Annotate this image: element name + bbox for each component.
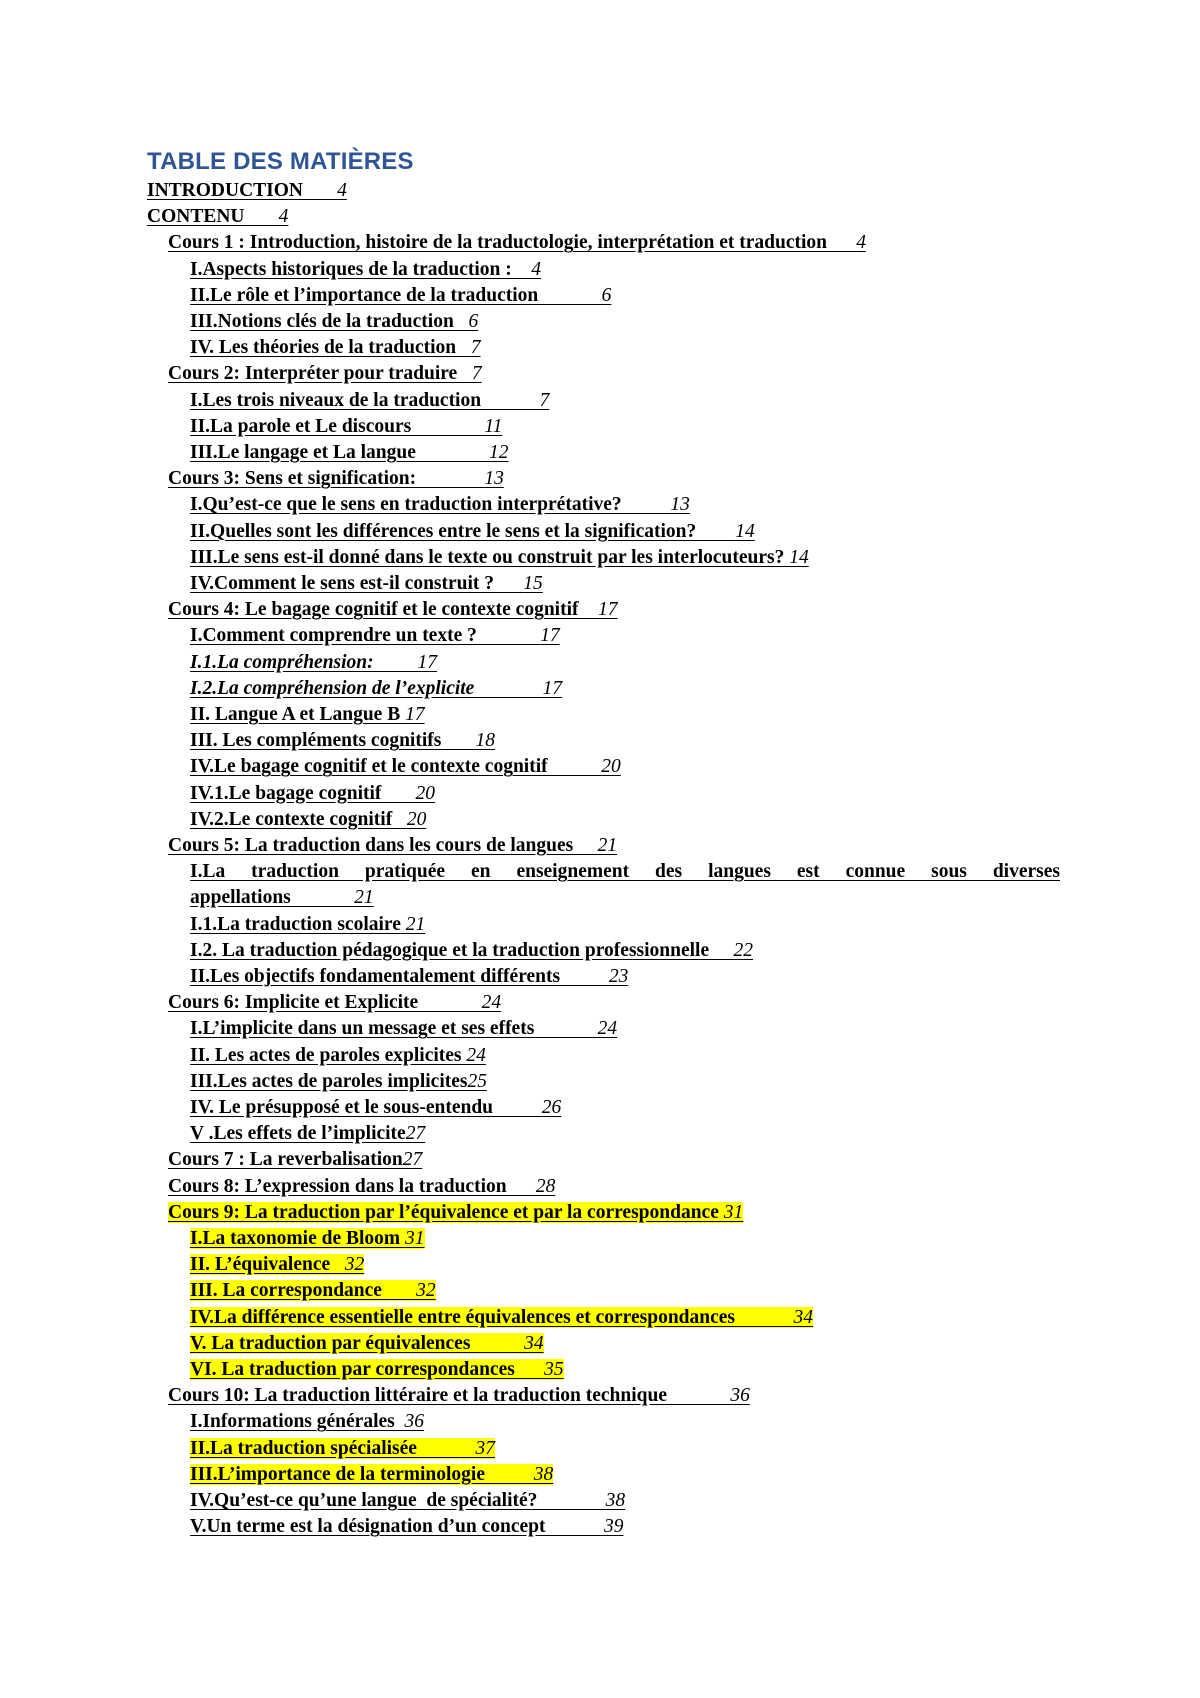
toc-entry-text bbox=[190, 1307, 813, 1328]
toc-entry-label: Cours 2: Interpréter pour traduire bbox=[168, 363, 472, 385]
toc-entry[interactable] bbox=[168, 990, 501, 1016]
toc-entry-label: I.Les trois niveaux de la traduction bbox=[190, 389, 540, 411]
toc-entry-page-number: 7 bbox=[470, 337, 481, 359]
toc-entry-text bbox=[190, 1045, 486, 1066]
toc-entry-text bbox=[190, 1490, 625, 1511]
toc-entry-text bbox=[190, 652, 437, 673]
toc-entry-label: IV. Les théories de la traduction bbox=[190, 337, 471, 359]
toc-entry-text bbox=[168, 835, 617, 856]
toc-entry-page-number: 24 bbox=[466, 1044, 486, 1066]
toc-entry[interactable] bbox=[168, 1383, 750, 1409]
toc-entry-label: Cours 6: Implicite et Explicite bbox=[168, 992, 482, 1014]
toc-entry-page-number: 20 bbox=[415, 782, 436, 804]
toc-entry-page-number: 27 bbox=[402, 1149, 423, 1171]
toc-entry-label: IV.Le bagage cognitif et le contexte cognitif bbox=[190, 756, 602, 778]
toc-entry-page-number: 4 bbox=[337, 180, 347, 201]
toc-entry-label: III. La correspondance bbox=[190, 1280, 417, 1302]
toc-entry-label: I.Aspects historiques de la traduction : bbox=[190, 258, 532, 280]
toc-entry-label: II. L’équivalence bbox=[190, 1254, 345, 1276]
toc-entry-page-number: 11 bbox=[484, 415, 503, 437]
toc-entry-text bbox=[190, 390, 549, 411]
toc-entry-text bbox=[190, 1228, 425, 1249]
toc-entry[interactable] bbox=[190, 1016, 617, 1042]
toc-entry[interactable] bbox=[190, 1252, 364, 1278]
toc-entry[interactable] bbox=[147, 204, 288, 230]
toc-entry[interactable] bbox=[190, 1436, 495, 1462]
toc-entry-label: Cours 5: La traduction dans les cours de langues bbox=[168, 835, 598, 856]
toc-entry-text bbox=[190, 730, 495, 751]
toc-entry-page-number: 32 bbox=[416, 1280, 436, 1302]
toc-entry-label: CONTENU bbox=[147, 206, 279, 228]
toc-entry-text bbox=[168, 468, 504, 489]
toc-entry-page-number: 34 bbox=[793, 1306, 814, 1328]
toc-entry[interactable] bbox=[190, 571, 543, 597]
toc-entry-text bbox=[190, 259, 541, 280]
toc-entry-text bbox=[168, 1385, 750, 1406]
toc-entry[interactable] bbox=[190, 414, 502, 440]
toc-entry[interactable] bbox=[190, 728, 495, 754]
toc-entry-page-number: 15 bbox=[523, 573, 543, 594]
toc-entry-page-number: 36 bbox=[404, 1411, 424, 1433]
toc-entry-label: III.Notions clés de la traduction bbox=[190, 311, 469, 332]
toc-entry-text bbox=[147, 206, 288, 227]
toc-entry-label: V .Les effets de l’implicite bbox=[190, 1123, 406, 1145]
toc-entry[interactable] bbox=[190, 781, 435, 807]
toc-entry-page-number: 34 bbox=[524, 1332, 544, 1354]
toc-entry-text-continued bbox=[190, 885, 1060, 911]
toc-entry-text bbox=[168, 1202, 743, 1223]
toc-entry-page-number: 20 bbox=[601, 756, 621, 778]
toc-entry-label: IV. Le présupposé et le sous-entendu bbox=[190, 1097, 542, 1118]
toc-entry-page-number: 17 bbox=[598, 599, 618, 621]
toc-entry-page-number: 38 bbox=[605, 1490, 626, 1511]
toc-entry[interactable] bbox=[190, 938, 753, 964]
toc-entry[interactable] bbox=[190, 859, 1060, 911]
toc-entry-text bbox=[190, 547, 809, 568]
toc-entry-label: IV.Qu’est-ce qu’une langue de spécialité? bbox=[190, 1490, 606, 1511]
toc-entry[interactable] bbox=[190, 964, 628, 990]
toc-entry-label: IV.1.Le bagage cognitif bbox=[190, 782, 416, 804]
toc-entry-text bbox=[168, 992, 501, 1013]
toc-entry-label: I.2.La compréhension de l’explicite bbox=[190, 677, 543, 699]
toc-entry-label: II.La traduction spécialisée bbox=[190, 1437, 476, 1459]
toc-entry[interactable] bbox=[190, 257, 541, 283]
toc-entry[interactable] bbox=[168, 466, 504, 492]
toc-entry-text bbox=[190, 494, 690, 515]
toc-entry[interactable] bbox=[190, 1305, 813, 1331]
toc-entry-label: IV.Comment le sens est-il construit ? bbox=[190, 573, 524, 594]
toc-entry-page-number: 28 bbox=[535, 1175, 556, 1197]
toc-entry-page-number: 24 bbox=[481, 992, 502, 1014]
toc-entry-label: VI. La traduction par correspondances bbox=[190, 1359, 545, 1380]
toc-entry[interactable] bbox=[190, 309, 478, 335]
toc-entry-text bbox=[190, 1123, 425, 1144]
toc-entry-label: III. Les compléments cognitifs bbox=[190, 730, 476, 752]
toc-entry-label: II.La parole et Le discours bbox=[190, 415, 485, 437]
toc-entry[interactable] bbox=[168, 1174, 555, 1200]
toc-entry[interactable] bbox=[168, 1200, 743, 1226]
toc-entry-text bbox=[190, 678, 562, 699]
toc-entry[interactable] bbox=[190, 388, 549, 414]
toc-entry[interactable] bbox=[168, 597, 618, 623]
toc-entry-label: III.Le sens est-il donné dans le texte ou construit par les interlocuteurs? bbox=[190, 546, 790, 568]
toc-entry-text bbox=[190, 966, 628, 987]
toc-entry-text bbox=[190, 940, 753, 961]
toc-entry-page-number: 7 bbox=[471, 363, 482, 385]
toc-entry[interactable] bbox=[168, 1147, 422, 1173]
toc-entry-page-number: 4 bbox=[531, 258, 542, 280]
toc-entry-label: Cours 8: L’expression dans la traduction bbox=[168, 1175, 536, 1197]
toc-entry-text bbox=[190, 1359, 564, 1380]
toc-entry-label: V. La traduction par équivalences bbox=[190, 1332, 525, 1354]
toc-entry-page-number: 21 bbox=[354, 887, 374, 909]
toc-entry-text bbox=[190, 809, 426, 830]
toc-entry[interactable] bbox=[190, 1409, 424, 1435]
toc-entry-page-number: 25 bbox=[467, 1070, 487, 1092]
toc-entry-text bbox=[190, 1280, 436, 1301]
toc-entry-text bbox=[190, 1516, 624, 1537]
toc-entry-page-number: 17 bbox=[405, 704, 425, 725]
toc-entry-label: I.Comment comprendre un texte ? bbox=[190, 625, 541, 647]
toc-entry[interactable] bbox=[190, 623, 560, 649]
toc-entry-label: I.L’implicite dans un message et ses effets bbox=[190, 1018, 598, 1040]
toc-entry[interactable] bbox=[190, 440, 509, 466]
toc-entry-text bbox=[147, 180, 347, 201]
toc-entry-label: I.Informations générales bbox=[190, 1411, 405, 1433]
toc-entry-label: I.2. La traduction pédagogique et la traduction professionnelle bbox=[190, 939, 734, 961]
toc-entry[interactable] bbox=[190, 519, 755, 545]
toc-entry-page-number: 7 bbox=[539, 389, 550, 411]
toc-entry-text bbox=[168, 1176, 555, 1197]
toc-entry[interactable] bbox=[190, 1069, 487, 1095]
toc-entry-label: Cours 9: La traduction par l’équivalence et par la correspondance bbox=[168, 1201, 724, 1223]
toc-entry-label: III.Les actes de paroles implicites bbox=[190, 1070, 468, 1092]
toc-entry[interactable] bbox=[168, 230, 866, 256]
toc-entry-text: I.La traduction pratiquée en enseignement des langues est connue sous diverses bbox=[190, 861, 1060, 883]
toc-entry-page-number: 14 bbox=[789, 546, 809, 568]
toc-entry[interactable] bbox=[190, 545, 809, 571]
toc-entry[interactable] bbox=[190, 1278, 436, 1304]
toc-entry[interactable] bbox=[190, 492, 690, 518]
toc-entry[interactable] bbox=[190, 912, 425, 938]
toc-entry[interactable] bbox=[190, 1121, 425, 1147]
toc-entry-page-number: 24 bbox=[597, 1018, 618, 1040]
toc-entry[interactable] bbox=[190, 335, 481, 361]
toc-entry-page-number: 22 bbox=[733, 939, 753, 961]
toc-entry-label: Cours 3: Sens et signification: bbox=[168, 468, 485, 490]
toc-entry[interactable] bbox=[190, 676, 562, 702]
toc-entry-text bbox=[190, 311, 478, 332]
toc-entry[interactable] bbox=[190, 1357, 564, 1383]
toc-entry-page-number: 13 bbox=[484, 468, 504, 490]
toc-entry-label: V.Un terme est la désignation d’un concept bbox=[190, 1516, 605, 1538]
toc-entry-text bbox=[168, 599, 618, 620]
toc-entry-text bbox=[168, 232, 866, 253]
toc-entry-page-number: 27 bbox=[405, 1123, 426, 1145]
toc-entry-text bbox=[190, 783, 435, 804]
toc-entry-page-number: 4 bbox=[278, 206, 289, 228]
toc-entry-text bbox=[190, 1071, 487, 1092]
toc-entry-page-number: 18 bbox=[475, 730, 495, 752]
toc-entry-page-number: 31 bbox=[723, 1201, 744, 1223]
toc-entry[interactable] bbox=[190, 1488, 625, 1514]
toc-entry-text bbox=[190, 1411, 424, 1432]
toc-entry[interactable] bbox=[168, 361, 482, 387]
toc-entry-text bbox=[168, 363, 482, 384]
toc-entry-label: Cours 1 : Introduction, histoire de la traductologie, interprétation et traduction bbox=[168, 232, 857, 254]
toc-entry-label: II.Les objectifs fondamentalement différents bbox=[190, 966, 609, 987]
toc-entry-text bbox=[190, 1097, 561, 1118]
toc-entry-page-number: 4 bbox=[856, 232, 866, 254]
toc-entry-page-number: 14 bbox=[735, 520, 755, 542]
toc-entry-label: II.Quelles sont les différences entre le sens et la signification? bbox=[190, 520, 736, 542]
toc-entry-page-number: 31 bbox=[405, 1228, 425, 1249]
toc-entry-page-number: 20 bbox=[406, 808, 427, 830]
toc-entry[interactable] bbox=[190, 1462, 553, 1488]
toc-entry-label: Cours 4: Le bagage cognitif et le contexte cognitif bbox=[168, 599, 598, 621]
toc-entry-page-number: 36 bbox=[730, 1385, 750, 1407]
toc-entry[interactable] bbox=[190, 702, 425, 728]
toc-entry-text bbox=[190, 285, 611, 306]
toc-entry[interactable] bbox=[147, 178, 347, 204]
toc-entry-text bbox=[190, 1254, 364, 1275]
toc-entry[interactable] bbox=[190, 1226, 425, 1252]
toc-entry-text bbox=[190, 337, 481, 358]
toc-entry-page-number: 32 bbox=[344, 1254, 365, 1276]
toc-entry-label: IV.2.Le contexte cognitif bbox=[190, 808, 407, 830]
toc-entry-label: II.Le rôle et l’importance de la traduction bbox=[190, 284, 602, 306]
toc-entry[interactable] bbox=[190, 1043, 486, 1069]
toc-entry-page-number: 6 bbox=[468, 311, 479, 332]
toc-entry-label: INTRODUCTION bbox=[147, 180, 338, 201]
toc-entry-label: I.1.La traduction scolaire bbox=[190, 913, 406, 935]
toc-entry-text bbox=[190, 1333, 544, 1354]
toc-entry-label: Cours 7 : La reverbalisation bbox=[168, 1149, 403, 1171]
toc-entry-text bbox=[190, 625, 560, 646]
toc-entry-label: I.La taxonomie de Bloom bbox=[190, 1228, 406, 1249]
toc-entry[interactable] bbox=[190, 754, 621, 780]
toc-entry-page-number: 21 bbox=[597, 835, 618, 856]
toc-entry-text bbox=[190, 756, 621, 777]
toc-entry-text bbox=[190, 1464, 553, 1485]
toc-entry-page-number: 12 bbox=[489, 442, 509, 463]
toc-entry-page-number: 39 bbox=[604, 1516, 624, 1538]
toc-entry-page-number: 6 bbox=[601, 284, 612, 306]
toc-entry[interactable] bbox=[190, 1095, 561, 1121]
toc-entry-label: II. Langue A et Langue B bbox=[190, 704, 406, 725]
toc-entry-text bbox=[190, 704, 425, 725]
toc-entry-text bbox=[190, 416, 502, 437]
toc-entry-page-number: 37 bbox=[475, 1437, 495, 1459]
toc-entry[interactable] bbox=[190, 650, 437, 676]
toc-entry-page-number: 13 bbox=[670, 494, 690, 516]
toc-entry-text bbox=[190, 573, 543, 594]
toc-entry-page-number: 23 bbox=[608, 966, 629, 987]
toc-entry[interactable] bbox=[190, 1331, 544, 1357]
toc-entry-page-number: 17 bbox=[542, 677, 563, 699]
toc-entry-label: IV.La différence essentielle entre équivalences et correspondances bbox=[190, 1306, 794, 1328]
toc-entry-page-number: 35 bbox=[544, 1359, 564, 1380]
toc-entry-page-number: 21 bbox=[405, 913, 426, 935]
toc-entry-label: I.Qu’est-ce que le sens en traduction interprétative? bbox=[190, 494, 671, 516]
toc-entry[interactable] bbox=[190, 283, 611, 309]
toc-entry-text bbox=[190, 521, 755, 542]
toc-entry-text bbox=[190, 914, 425, 935]
toc-entry-page-number: 26 bbox=[541, 1097, 562, 1118]
toc-entry-label: II. Les actes de paroles explicites bbox=[190, 1044, 467, 1066]
toc-entry[interactable] bbox=[168, 833, 617, 859]
toc-title: TABLE DES MATIÈRES bbox=[147, 148, 414, 175]
toc-entry-label: III.L’importance de la terminologie bbox=[190, 1463, 534, 1485]
toc-entry-page-number: 38 bbox=[533, 1463, 554, 1485]
toc-entry-text bbox=[190, 1438, 495, 1459]
toc-entry-label: Cours 10: La traduction littéraire et la traduction technique bbox=[168, 1385, 731, 1407]
toc-entry-label: I.1.La compréhension: bbox=[190, 651, 418, 673]
toc-entry-text bbox=[168, 1149, 422, 1170]
toc-entry[interactable] bbox=[190, 1514, 624, 1540]
toc-entry-text bbox=[190, 1018, 617, 1039]
toc-entry[interactable] bbox=[190, 807, 426, 833]
toc-entry-page-number: 17 bbox=[417, 651, 438, 673]
toc-entry-text bbox=[190, 442, 509, 463]
toc-entry-label: III.Le langage et La langue bbox=[190, 442, 490, 463]
toc-entry-page-number: 17 bbox=[540, 625, 560, 647]
toc-entry-text-line2: appellations bbox=[190, 887, 355, 909]
